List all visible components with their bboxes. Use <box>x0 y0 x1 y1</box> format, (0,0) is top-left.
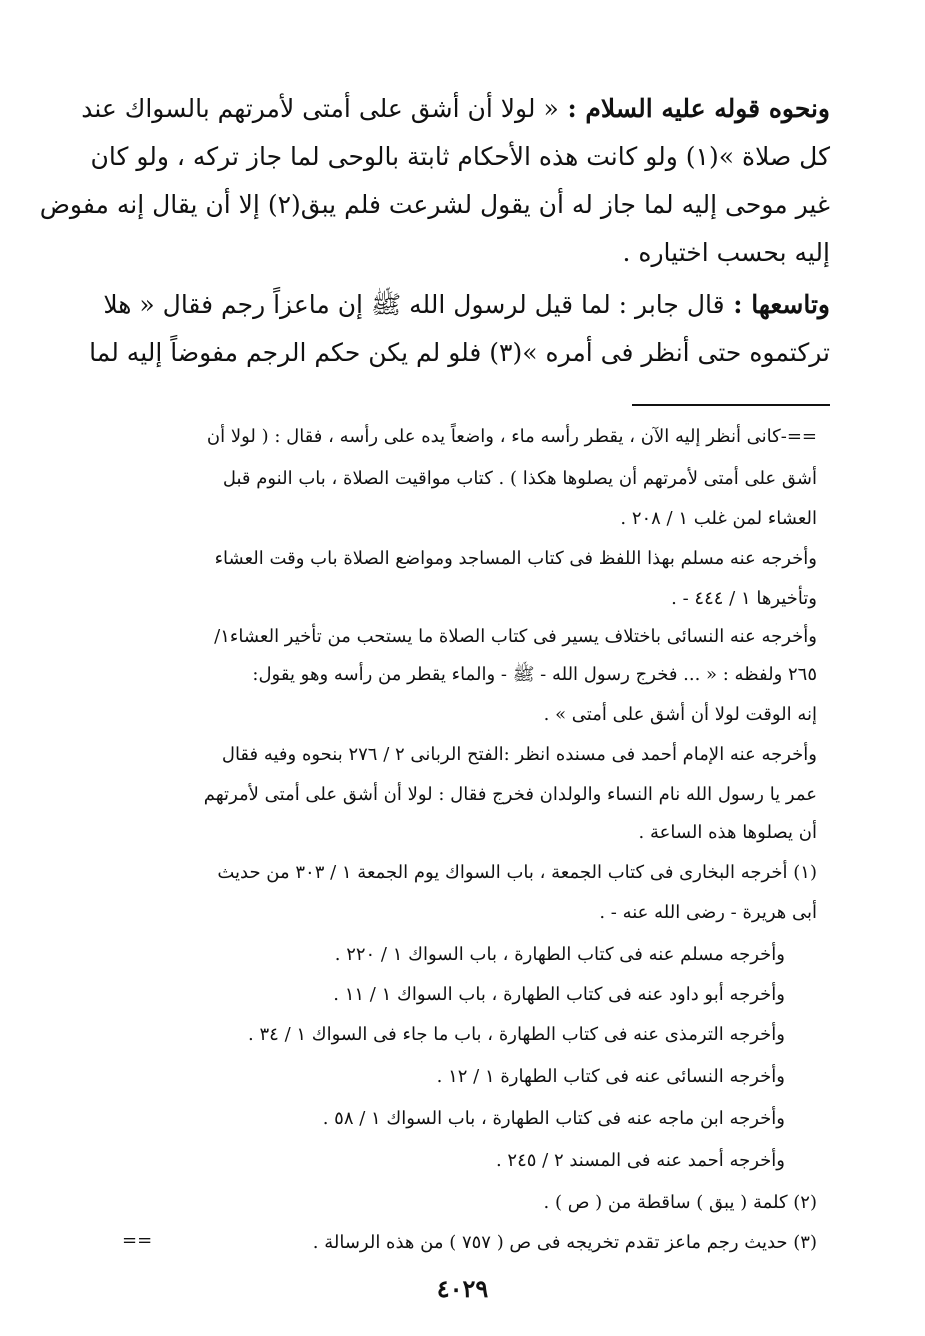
main-text-line-6-body: تركتموه حتى أنظر فى أمره »(٣) فلو لم يكن حكم الرجم مفوضاً إليه لما <box>89 338 830 367</box>
main-text-line-6 <box>89 336 830 370</box>
footnote-continued-line: وأخرجه عنه النسائى باختلاف يسير فى كتاب الصلاة ما يستحب من تأخير العشاء١/ <box>214 626 817 647</box>
main-text-line-5 <box>103 288 830 322</box>
footnote-continued-line: إنه الوقت لولا أن أشق على أمتى » . <box>543 704 817 725</box>
footnote-continued-line: ٢٦٥ ولفظه : « ... فخرج رسول الله - ﷺ - والماء يقطر من رأسه وهو يقول: <box>252 664 817 685</box>
footnote-continued-line: عمر يا رسول الله نام النساء والولدان فخرج فقال : لولا أن أشق على أمتى لأمرتهم <box>203 784 817 805</box>
main-text-line-3 <box>39 188 830 222</box>
footnote-1-line: وأخرجه أبو داود عنه فى كتاب الطهارة ، باب السواك ١ / ١١ . <box>333 984 785 1005</box>
footnote-continued-line: العشاء لمن غلب ١ / ٢٠٨ . <box>620 508 817 529</box>
page-number: ٤٠٢٩ <box>436 1274 489 1303</box>
footnote-1-line: (١) أخرجه البخارى فى كتاب الجمعة ، باب السواك يوم الجمعة ١ / ٣٠٣ من حديث <box>217 862 817 883</box>
main-text-lead-bold: ونحوه قوله عليه السلام : <box>558 94 830 123</box>
footnote-3: (٣) حديث رجم ماعز تقدم تخريجه فى ص ( ٧٥٧ ) من هذه الرسالة . <box>312 1232 817 1253</box>
footnote-separator <box>632 404 830 406</box>
footnote-1-line: وأخرجه النسائى عنه فى كتاب الطهارة ١ / ١٢ . <box>436 1066 785 1087</box>
main-text-line-3-body: غير موحى إليه لما جاز له أن يقول لشرعت فلم يبق(٢) إلا أن يقال إنه مفوض <box>39 190 830 219</box>
footnote-1-line: أبى هريرة - رضى الله عنه - . <box>599 902 817 923</box>
main-text-line-1-body: « لولا أن أشق على أمتى لأمرتهم بالسواك عند <box>81 94 559 123</box>
main-text-line-5-body: قال جابر : لما قيل لرسول الله ﷺ إن ماعزاً رجم فقال « هلا <box>103 290 725 319</box>
footnote-1-line: وأخرجه مسلم عنه فى كتاب الطهارة ، باب السواك ١ / ٢٢٠ . <box>334 944 785 965</box>
footnote-continued-line: أن يصلوها هذه الساعة . <box>638 822 817 843</box>
footnote-continued-line: وتأخيرها ١ / ٤٤٤ - . <box>671 588 817 609</box>
main-text-line-2-body: كل صلاة »(١) ولو كانت هذه الأحكام ثابتة بالوحى لما جاز تركه ، ولو كان <box>90 142 830 171</box>
footnote-1-line: وأخرجه أحمد عنه فى المسند ٢ / ٢٤٥ . <box>495 1150 785 1171</box>
continuation-marker: == <box>122 1230 153 1251</box>
main-text-line-1 <box>81 92 830 126</box>
main-text-line-4 <box>120 236 830 270</box>
footnote-1-line: وأخرجه الترمذى عنه فى كتاب الطهارة ، باب ما جاء فى السواك ١ / ٣٤ . <box>248 1024 785 1045</box>
main-text-lead-bold: وتاسعها : <box>724 290 830 319</box>
footnote-continued-line: ==-كانى أنظر إليه الآن ، يقطر رأسه ماء ، واضعاً يده على رأسه ، فقال : ( لولا أن <box>206 426 817 447</box>
main-text-line-2 <box>90 140 830 174</box>
footnote-continued-line: وأخرجه عنه مسلم بهذا اللفظ فى كتاب المساجد ومواضع الصلاة باب وقت العشاء <box>214 548 817 569</box>
footnote-continued-line: أشق على أمتى لأمرتهم أن يصلوها هكذا ) . كتاب مواقيت الصلاة ، باب النوم قبل <box>222 468 817 489</box>
footnote-continued-line: وأخرجه عنه الإمام أحمد فى مسنده انظر :الفتح الربانى ٢ / ٢٧٦ بنحوه وفيه فقال <box>221 744 817 765</box>
footnote-1-line: وأخرجه ابن ماجه عنه فى كتاب الطهارة ، باب السواك ١ / ٥٨ . <box>322 1108 785 1129</box>
main-text-line-4-body: إليه بحسب اختياره . <box>622 238 830 267</box>
footnote-2: (٢) كلمة ( يبق ) ساقطة من ( ص ) . <box>543 1192 817 1213</box>
